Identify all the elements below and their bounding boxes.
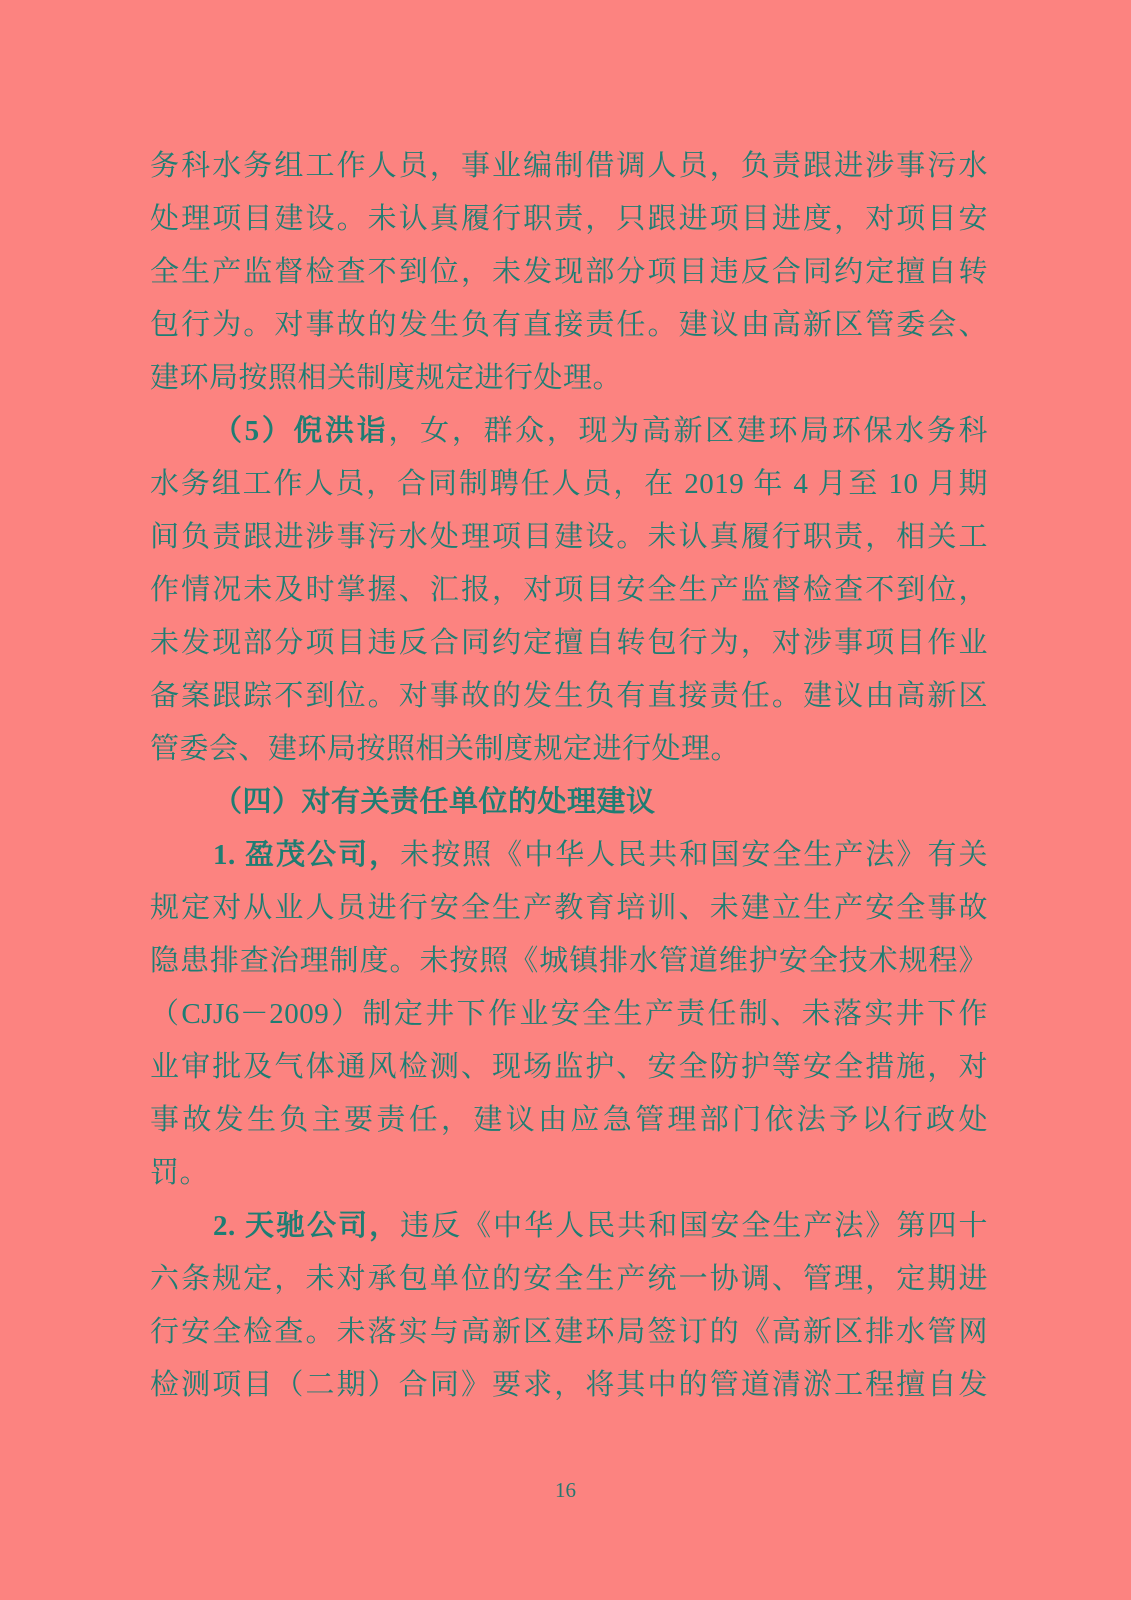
text-line [150,829,988,882]
line-text: 包行为。对事故的发生负有直接责任。建议由高新区管委会、 [150,309,988,341]
line-text: 水务组工作人员，合同制聘任人员，在 2019 年 4 月至 10 月期 [150,468,988,500]
line-text: 六条规定，未对承包单位的安全生产统一协调、管理，定期进 [150,1263,988,1295]
line-text: 检测项目（二期）合同》要求，将其中的管道清淤工程擅自发 [150,1369,988,1401]
line-text: 作情况未及时掌握、汇报，对项目安全生产监督检查不到位， [150,574,988,606]
text-line [150,882,988,935]
line-bold-text: 2. 天驰公司， [213,1210,401,1242]
line-bold-text: 1. 盈茂公司， [213,839,401,871]
text-line [150,1306,988,1359]
line-text: 规定对从业人员进行安全生产教育培训、未建立生产安全事故 [150,892,988,924]
text-line [150,670,988,723]
line-text: 违反《中华人民共和国安全生产法》第四十 [400,1210,988,1242]
text-line [150,1147,988,1200]
line-text: （CJJ6－2009）制定井下作业安全生产责任制、未落实井下作 [150,998,988,1030]
page-number: 16 [555,1478,576,1502]
text-line [150,1200,988,1253]
line-text: 罚。 [150,1157,210,1189]
line-text: 业审批及气体通风检测、现场监护、安全防护等安全措施，对 [150,1051,988,1083]
text-line [150,511,988,564]
line-text: 备案跟踪不到位。对事故的发生负有直接责任。建议由高新区 [150,680,988,712]
line-bold-text: （四）对有关责任单位的处理建议 [213,786,656,818]
line-text: 未发现部分项目违反合同约定擅自转包行为，对涉事项目作业 [150,627,988,659]
text-line [150,617,988,670]
text-line [150,1041,988,1094]
line-text: ，女，群众，现为高新区建环局环保水务科 [388,415,988,447]
text-line [150,299,988,352]
text-line [150,1094,988,1147]
document-body [150,140,988,1412]
line-text: 处理项目建设。未认真履行职责，只跟进项目进度，对项目安 [150,203,988,235]
text-line [150,405,988,458]
text-line [150,140,988,193]
text-line [150,458,988,511]
line-text: 隐患排查治理制度。未按照《城镇排水管道维护安全技术规程》 [150,945,988,977]
text-line [150,564,988,617]
text-line [150,935,988,988]
text-line [150,988,988,1041]
text-line [150,1359,988,1412]
text-line [150,246,988,299]
line-text: 务科水务组工作人员，事业编制借调人员，负责跟进涉事污水 [150,150,988,182]
line-text: 全生产监督检查不到位，未发现部分项目违反合同约定擅自转 [150,256,988,288]
line-text: 建环局按照相关制度规定进行处理。 [150,362,623,394]
line-text: 间负责跟进涉事污水处理项目建设。未认真履行职责，相关工 [150,521,988,553]
line-text: 管委会、建环局按照相关制度规定进行处理。 [150,733,741,765]
text-line [150,723,988,776]
line-bold-text: （5）倪洪诣 [213,415,389,447]
text-line [150,352,988,405]
text-line [150,1253,988,1306]
line-text: 行安全检查。未落实与高新区建环局签订的《高新区排水管网 [150,1316,988,1348]
line-text: 未按照《中华人民共和国安全生产法》有关 [400,839,988,871]
section-heading [150,776,988,829]
line-text: 事故发生负主要责任，建议由应急管理部门依法予以行政处 [150,1104,988,1136]
text-line [150,193,988,246]
